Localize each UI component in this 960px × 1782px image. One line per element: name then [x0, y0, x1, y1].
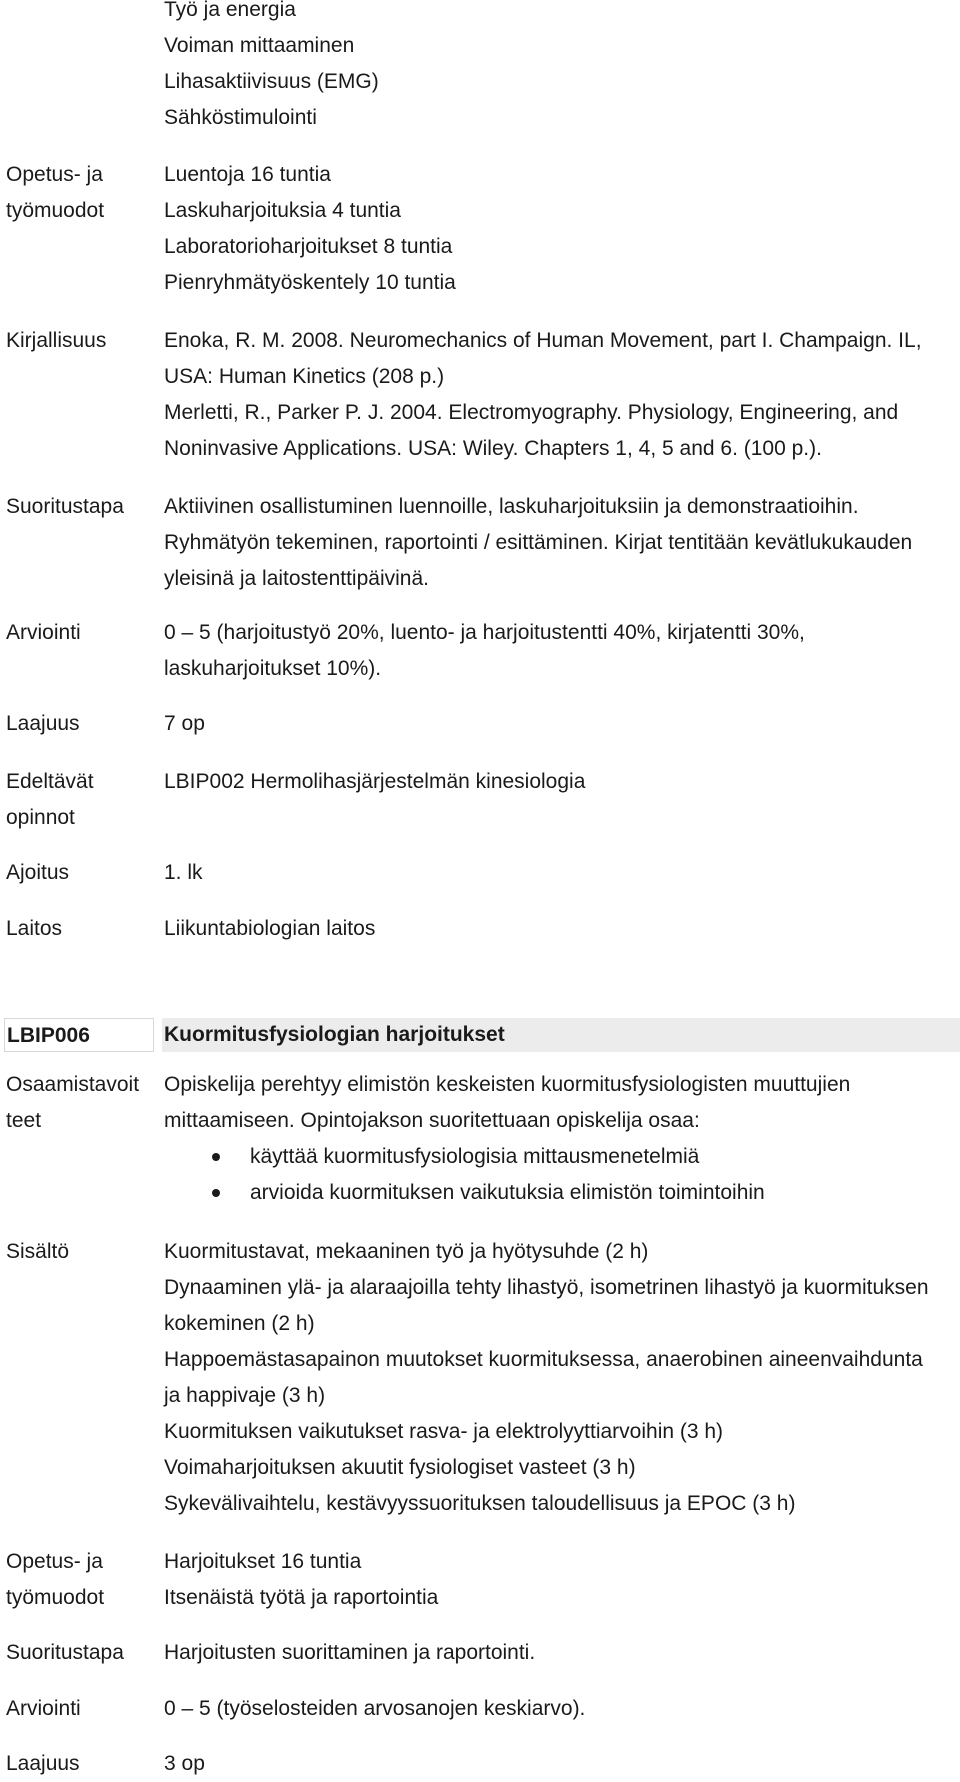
- content: [164, 1746, 954, 1782]
- bullet-dot-icon: [212, 1153, 220, 1161]
- content-line: kokeminen (2 h): [164, 1312, 315, 1335]
- bullet-dot-icon: [212, 1189, 220, 1197]
- label-line: Laajuus: [6, 712, 80, 735]
- content: [164, 706, 954, 742]
- bullet-text: käyttää kuormitusfysiologisia mittausmenetelmiä: [250, 1145, 700, 1168]
- content: [164, 0, 954, 136]
- content-line: 0 – 5 (harjoitustyö 20%, luento- ja harjoitustentti 40%, kirjatentti 30%,: [164, 621, 805, 644]
- content: [164, 911, 954, 947]
- content-line: Harjoitusten suorittaminen ja raportointi.: [164, 1641, 536, 1664]
- content-line: Voimaharjoituksen akuutit fysiologiset vasteet (3 h): [164, 1456, 636, 1479]
- row-label: [6, 706, 156, 742]
- content-line: Aktiivinen osallistuminen luennoille, laskuharjoituksiin ja demonstraatioihin.: [164, 495, 859, 518]
- label-line: Laitos: [6, 917, 63, 940]
- content-line: Kuormitustavat, mekaaninen työ ja hyötysuhde (2 h): [164, 1240, 649, 1263]
- row-label: [6, 1234, 156, 1270]
- content: [164, 764, 954, 800]
- content: [164, 1635, 954, 1671]
- content-line: Luentoja 16 tuntia: [164, 163, 331, 186]
- row-label: [6, 323, 156, 359]
- content-line: Laboratorioharjoitukset 8 tuntia: [164, 235, 453, 258]
- bullet-text: arvioida kuormituksen vaikutuksia elimistön toimintoihin: [250, 1181, 765, 1204]
- label-line: Suoritustapa: [6, 1641, 124, 1664]
- content: [164, 157, 954, 301]
- row-label: [6, 911, 156, 947]
- content-line: yleisinä ja laitostenttipäivinä.: [164, 567, 429, 590]
- label-line: Edeltävät: [6, 770, 94, 793]
- row-label: [6, 855, 156, 891]
- content: [164, 1691, 954, 1727]
- content: [164, 855, 954, 891]
- content: [164, 1234, 954, 1522]
- content-line: Happoemästasapainon muutokset kuormituksessa, anaerobinen aineenvaihdunta: [164, 1348, 923, 1371]
- content-line: Dynaaminen ylä- ja alaraajoilla tehty lihastyö, isometrinen lihastyö ja kuormituksen: [164, 1276, 929, 1299]
- label-line: Opetus- ja: [6, 1550, 103, 1573]
- content: [164, 1544, 954, 1616]
- content-line: Sähköstimulointi: [164, 106, 317, 129]
- label-line: opinnot: [6, 806, 75, 829]
- content-line: mittaamiseen. Opintojakson suoritettuaan opiskelija osaa:: [164, 1109, 700, 1132]
- content-line: Kuormituksen vaikutukset rasva- ja elektrolyyttiarvoihin (3 h): [164, 1420, 724, 1443]
- course-heading: [0, 1018, 960, 1054]
- label-line: Arviointi: [6, 621, 81, 644]
- row-label: [6, 1691, 156, 1727]
- content-line: Harjoitukset 16 tuntia: [164, 1550, 362, 1573]
- content-line: 0 – 5 (työselosteiden arvosanojen keskiarvo).: [164, 1697, 586, 1720]
- label-line: Kirjallisuus: [6, 329, 107, 352]
- course-title: Kuormitusfysiologian harjoitukset: [162, 1018, 960, 1052]
- row-label: [6, 489, 156, 525]
- row-label: [6, 1746, 156, 1782]
- content-line: Ryhmätyön tekeminen, raportointi / esittäminen. Kirjat tentitään kevätlukukauden: [164, 531, 913, 554]
- row-label: [6, 1067, 156, 1139]
- content-line: Noninvasive Applications. USA: Wiley. Chapters 1, 4, 5 and 6. (100 p.).: [164, 437, 822, 460]
- content-line: Laskuharjoituksia 4 tuntia: [164, 199, 401, 222]
- label-line: Sisältö: [6, 1240, 70, 1263]
- row-label: [6, 1544, 156, 1616]
- content-line: Liikuntabiologian laitos: [164, 917, 376, 940]
- content-line: LBIP002 Hermolihasjärjestelmän kinesiologia: [164, 770, 586, 793]
- row-label: [6, 157, 156, 229]
- content-line: Merletti, R., Parker P. J. 2004. Electromyography. Physiology, Engineering, and: [164, 401, 899, 424]
- label-line: Suoritustapa: [6, 495, 124, 518]
- row-label: [6, 1635, 156, 1671]
- content-line: Työ ja energia: [164, 0, 296, 21]
- course-code: LBIP006: [4, 1018, 154, 1052]
- bullet-item: [164, 1175, 954, 1211]
- label-line: Ajoitus: [6, 861, 70, 884]
- content-line: Opiskelija perehtyy elimistön keskeisten kuormitusfysiologisten muuttujien: [164, 1073, 851, 1096]
- content-line: Lihasaktiivisuus (EMG): [164, 70, 379, 93]
- content: [164, 615, 954, 687]
- content-line: 7 op: [164, 712, 205, 735]
- content-line: Enoka, R. M. 2008. Neuromechanics of Human Movement, part I. Champaign. IL,: [164, 329, 922, 352]
- label-line: työmuodot: [6, 199, 105, 222]
- content-line: 3 op: [164, 1752, 205, 1775]
- content-line: USA: Human Kinetics (208 p.): [164, 365, 445, 388]
- content: [164, 1067, 954, 1211]
- content-line: ja happivaje (3 h): [164, 1384, 326, 1407]
- content-line: Voiman mittaaminen: [164, 34, 355, 57]
- content-line: Itsenäistä työtä ja raportointia: [164, 1586, 439, 1609]
- content-line: Sykevälivaihtelu, kestävyyssuorituksen taloudellisuus ja EPOC (3 h): [164, 1492, 796, 1515]
- label-line: Laajuus: [6, 1752, 80, 1775]
- content-line: Pienryhmätyöskentely 10 tuntia: [164, 271, 456, 294]
- bullet-item: [164, 1139, 954, 1175]
- content: [164, 323, 954, 467]
- content-line: laskuharjoitukset 10%).: [164, 657, 382, 680]
- label-line: työmuodot: [6, 1586, 105, 1609]
- label-line: Arviointi: [6, 1697, 81, 1720]
- label-line: Opetus- ja: [6, 163, 103, 186]
- content: [164, 489, 954, 597]
- label-line: teet: [6, 1109, 42, 1132]
- row-label: [6, 764, 156, 836]
- content-line: 1. lk: [164, 861, 203, 884]
- label-line: Osaamistavoit: [6, 1073, 140, 1096]
- bullet-list: [164, 1139, 954, 1211]
- row-label: [6, 615, 156, 651]
